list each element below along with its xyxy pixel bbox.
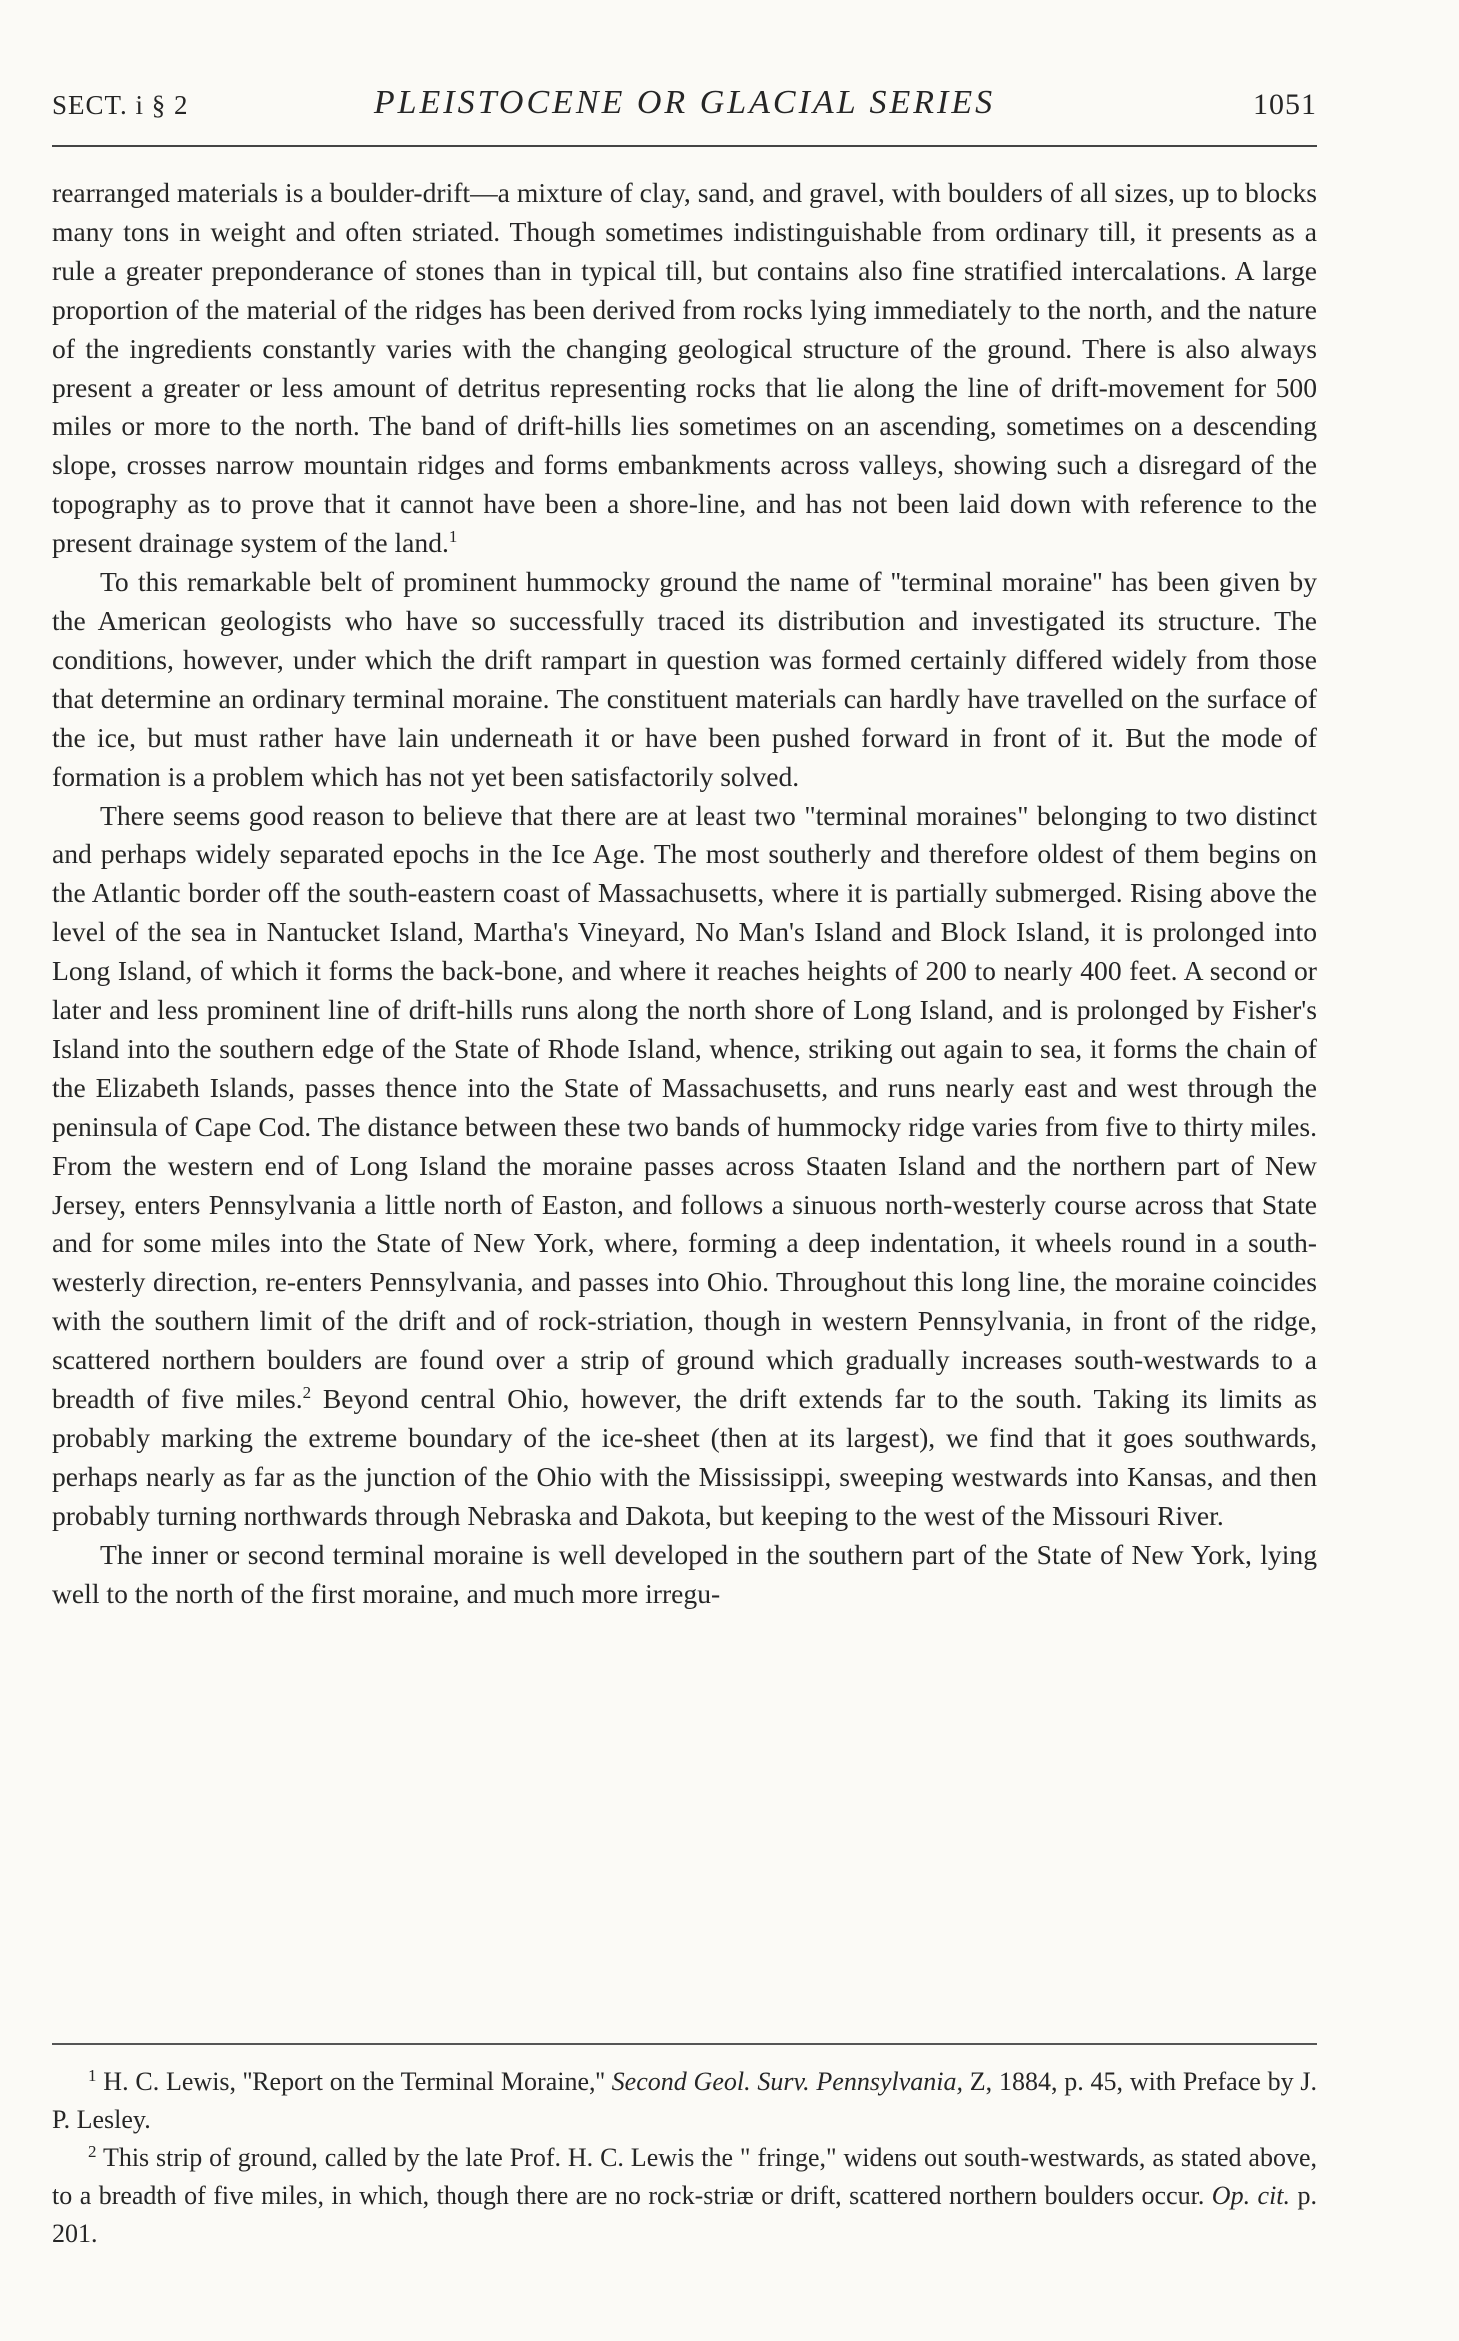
footnotes <box>52 2063 1317 2253</box>
paragraph-3-text-b: Beyond central Ohio, however, the drift extends far to the south. Taking its limits as probably marking the extreme boundary of the ice-sheet (then at its largest), we find that it goes southwards, perhaps nearly as far as the junction of the Ohio with the Mississippi, sweeping westwards into Kansas, and then probably turning northwards through Nebraska and Dakota, but keeping to the west of the Missouri River. <box>52 1383 1317 1531</box>
footnote-ref-2: 2 <box>302 1383 312 1403</box>
page-number: 1051 <box>1253 88 1317 121</box>
footnote-ref-1: 1 <box>448 527 458 547</box>
paragraph-1 <box>52 174 1317 563</box>
footnote-1-lead: H. C. Lewis, ''Report on the Terminal Moraine,'' <box>103 2067 612 2096</box>
header-rule <box>52 145 1317 147</box>
paragraph-4: The inner or second terminal moraine is well developed in the southern part of the State of New York, lying well to the north of the first moraine, and much more irregu- <box>52 1538 1317 1609</box>
paragraph-3-text-a: There seems good reason to believe that there are at least two "terminal moraines" belonging to two distinct and perhaps widely separated epochs in the Ice Age. The most southerly and therefore oldest of them begins on the Atlantic border off the south-eastern coast of Massachusetts, where it is partially submerged. Rising above the level of the sea in Nantucket Island, Martha's Vineyard, No Man's Island and Block Island, it is prolonged into Long Island, of which it forms the back-bone, and where it reaches heights of 200 to nearly 400 feet. A second or later and less prominent line of drift-hills runs along the north shore of Long Island, and is prolonged by Fisher's Island into the southern edge of the State of Rhode Island, whence, striking out again to sea, it forms the chain of the Elizabeth Islands, passes thence into the State of Massachusetts, and runs nearly east and west through the peninsula of Cape Cod. The distance between these two bands of hummocky ridge varies from five to thirty miles. From the western end of Long Island the moraine passes across Staaten Island and the northern part of New Jersey, enters Pennsylvania a little north of Easton, and follows a sinuous north-westerly course across that State and for some miles into the State of New York, where, forming a deep indentation, it wheels round in a south-westerly direction, re-enters Pennsylvania, and passes into Ohio. Throughout this long line, the moraine coincides with the southern limit of the drift and of rock-striation, though in western Pennsylvania, in front of the ridge, scattered northern boulders are found over a strip of ground which gradually increases south-westwards to a breadth of five miles. <box>52 799 1317 1415</box>
paragraph-2: To this remarkable belt of prominent hummocky ground the name of ''terminal moraine'' has been given by the American geologists who have so successfully traced its distribution and investigated its structure. The conditions, however, under which the drift rampart in question was formed certainly differed widely from those that determine an ordinary terminal moraine. The constituent materials can hardly have travelled on the surface of the ice, but must rather have lain underneath it or have been pushed forward in front of it. But the mode of formation is a problem which has not yet been satisfactorily solved. <box>52 566 1317 792</box>
footnote-1 <box>52 2063 1317 2139</box>
footnote-2-italic: Op. cit. <box>1211 2181 1291 2210</box>
footnote-2-lead: This strip of ground, called by the late Prof. H. C. Lewis the " fringe," widens out south-westwards, as stated above, to a breadth of five miles, in which, though there are no rock-striæ or drift, scattered northern boulders occur. <box>52 2143 1317 2210</box>
footnote-2-tail: p. 201. <box>52 2181 1317 2248</box>
footnote-2-mark: 2 <box>88 2142 97 2161</box>
running-head <box>52 84 1317 134</box>
footnote-1-mark: 1 <box>88 2066 97 2085</box>
footnote-1-italic: Second Geol. Surv. Pennsylvania, <box>611 2067 963 2096</box>
paragraph-1-text: rearranged materials is a boulder-drift—a mixture of clay, sand, and gravel, with boulders of all sizes, up to blocks many tons in weight and often striated. Though sometimes indistinguishable from ordinary till, it presents as a rule a greater preponderance of stones than in typical till, but contains also fine stratified intercalations. A large proportion of the material of the ridges has been derived from rocks lying immediately to the north, and the nature of the ingredients constantly varies with the changing geological structure of the ground. There is also always present a greater or less amount of detritus representing rocks that lie along the line of drift-movement for 500 miles or more to the north. The band of drift-hills lies sometimes on an ascending, sometimes on a descending slope, crosses narrow mountain ridges and forms embankments across valleys, showing such a disregard of the topography as to prove that it cannot have been a shore-line, and has not been laid down with reference to the present drainage system of the land. <box>52 177 1317 559</box>
footnote-2 <box>52 2139 1317 2253</box>
footnote-1-tail: Z, 1884, p. 45, with Preface by J. P. Lesley. <box>52 2067 1318 2134</box>
body-text <box>52 174 1317 1614</box>
footnote-rule <box>52 2043 1317 2045</box>
paragraph-3 <box>52 797 1317 1536</box>
running-title: PLEISTOCENE OR GLACIAL SERIES <box>373 84 996 121</box>
section-label: SECT. i § 2 <box>52 90 189 120</box>
